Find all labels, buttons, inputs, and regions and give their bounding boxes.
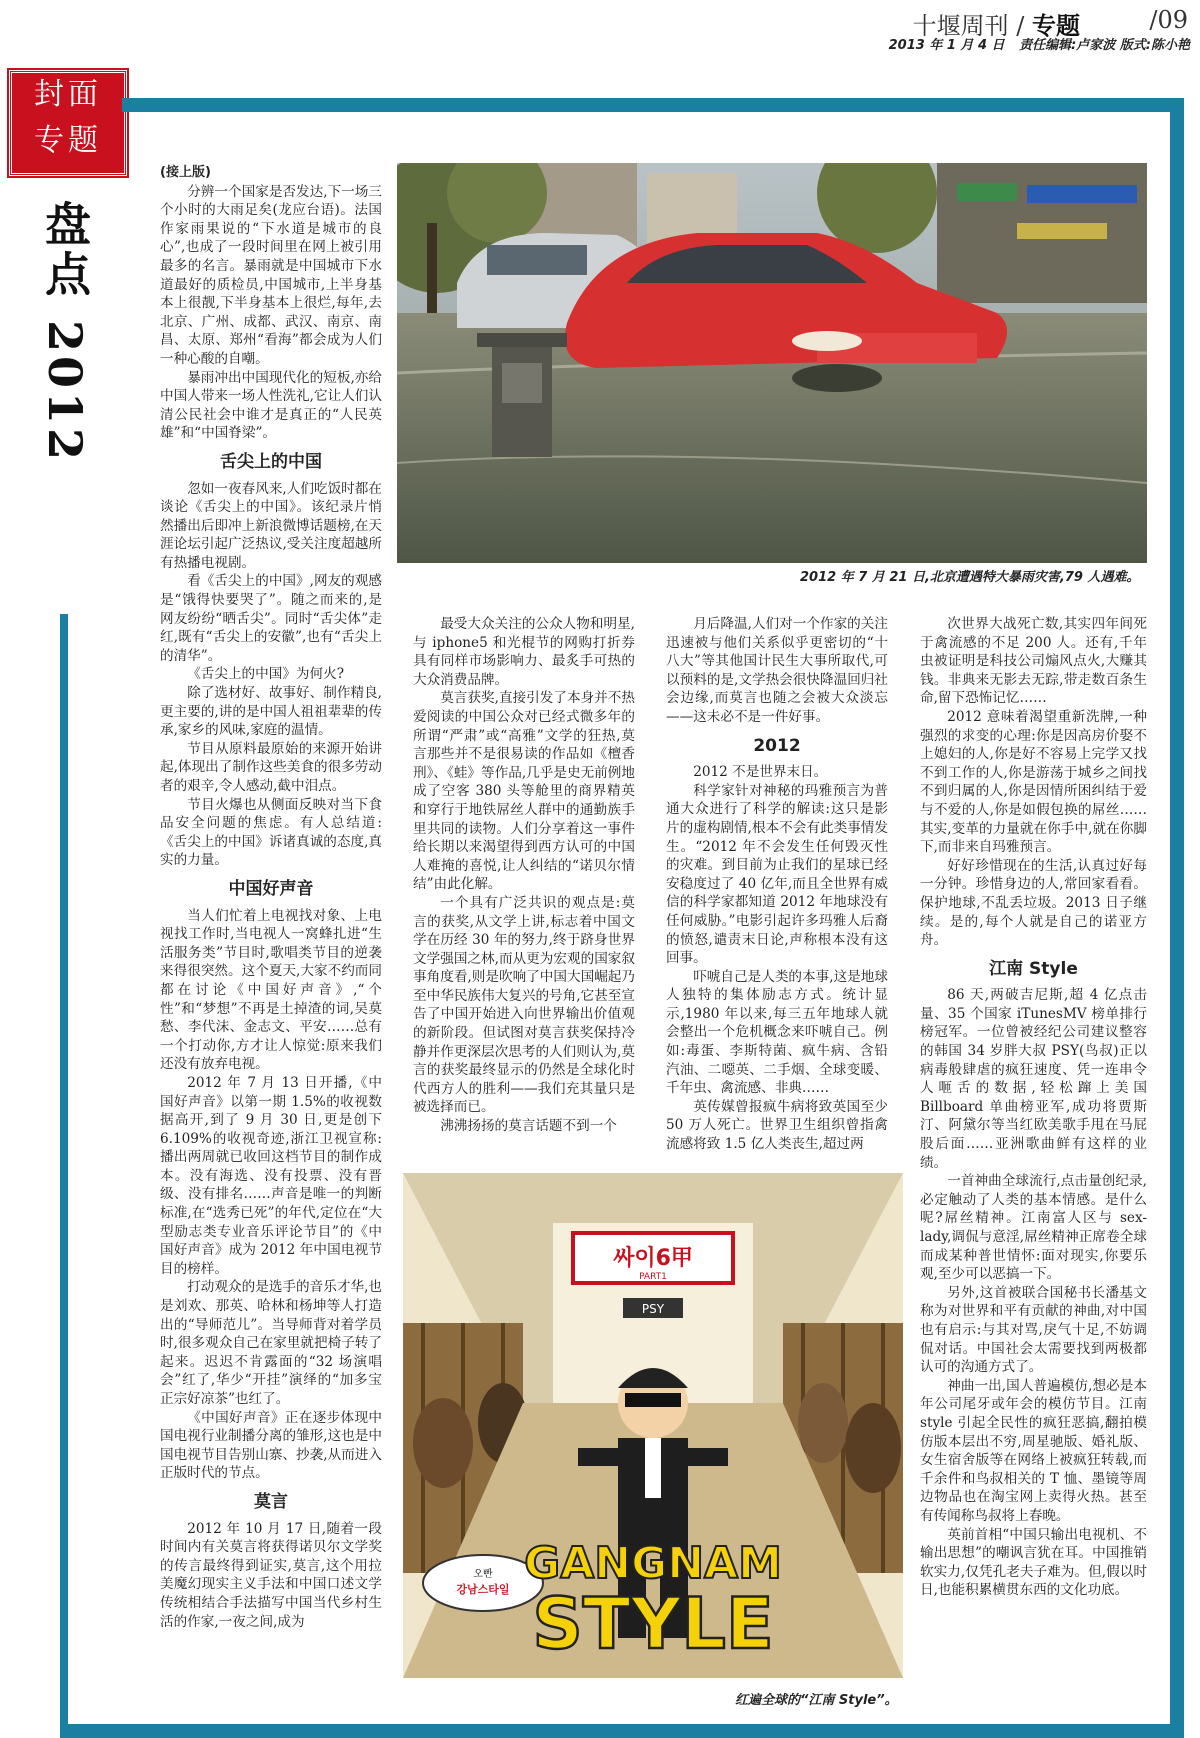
bubble-text-2: 강남스타일 xyxy=(456,1583,510,1596)
article-column-4 xyxy=(920,615,1147,1600)
frame-right-bar xyxy=(1170,98,1184,1736)
stamp-line-2: 专题 xyxy=(34,123,102,158)
gangnam-style-illustration xyxy=(403,1173,903,1678)
section-heading-voice: 中国好声音 xyxy=(228,878,314,899)
section-heading-gangnam: 江南 Style xyxy=(989,958,1078,979)
gangnam-logo-line-2: STYLE xyxy=(532,1583,774,1665)
paragraph: 2012 意味着渴望重新洗牌,一种强烈的求变的心理:你是因高房价娶不上媳妇的人,你是好不容易上完学又找不到工作的人,你是游荡于城乡之间找不到归属的人,你是因情所困纠结于爱与不爱的人,你是如假包换的屌丝……其实,变革的力量就在你手中,就在你脚下,而非来自玛雅预言。 xyxy=(920,708,1147,856)
paragraph: 英传媒曾报疯牛病将致英国至少 50 万人死亡。世界卫生组织曾指禽流感将致 1.5 亿人类丧生,超过两 xyxy=(666,1098,888,1153)
flood-photo xyxy=(397,163,1147,563)
paragraph: 忽如一夜春风来,人们吃饭时都在谈论《舌尖上的中国》。该纪录片悄然播出后即冲上新浪微博话题榜,在天涯论坛引起广泛热议,受关注度超越所有热播电视剧。 xyxy=(160,480,382,571)
paragraph: 当人们忙着上电视找对象、上电视找工作时,当电视人一窝蜂扎进“生活服务类”节目时,歌唱类节目的逆袭来得很突然。这个夏天,大家不约而同都在讨论《中国好声音》,“个性”和“梦想”不再是土掉渣的词,吴莫愁、李代沫、金志文、平安……总有一个打动你,方才让人惊觉:原来我们还没有放弃电视。 xyxy=(160,907,382,1073)
paragraph: 好好珍惜现在的生活,认真过好每一分钟。珍惜身边的人,常回家看看。保护地球,不乱丢垃圾。2013 日子继续。是的,每个人就是自己的诺亚方舟。 xyxy=(920,857,1147,949)
paragraph: 次世界大战死亡数,其实四年间死于禽流感的不足 200 人。还有,千年虫被证明是科技公司煽风点火,大赚其钱。非典来无影去无踪,带走数百条生命,留下恐怖记忆…… xyxy=(920,616,1147,707)
paragraph: 月后降温,人们对一个作家的关注迅速被与他们关系似乎更密切的“十八大”等其他国计民生大事所取代,可以预料的是,文学热会很快降温回归社会边缘,而莫言也随之会被大众淡忘——这未必不是一件好事。 xyxy=(666,616,888,725)
frame-left-bar xyxy=(60,614,68,1738)
continued-label: (接上版) xyxy=(160,165,211,180)
paragraph: 节目火爆也从侧面反映对当下食品安全问题的焦虑。有人总结道:《舌尖上的中国》诉诸真诚的态度,真实的力量。 xyxy=(160,796,382,869)
paragraph: 86 天,两破吉尼斯,超 4 亿点击量、35 个国家 iTunesMV 榜单排行榜冠军。一位曾被经纪公司建议整容的韩国 34 岁胖大叔 PSY(鸟叔)正以病毒般肆虐的疯狂速度、凭一连串令人咂舌的数据,轻松蹿上美国 Billboard 单曲榜亚军,成功将贾斯汀、阿黛尔等当红欧美歌手甩在马屁股后面……亚洲歌曲鲜有这样的业绩。 xyxy=(920,987,1147,1171)
paragraph: 暴雨冲出中国现代化的短板,亦给中国人带来一场人性洗礼,它让人们认清公民社会中谁才是真正的“人民英雄”和“中国脊梁”。 xyxy=(160,369,382,442)
issue-info xyxy=(889,34,1190,53)
flood-photo-caption: 2012 年 7 月 21 日,北京遭遇特大暴雨灾害,79 人遇难。 xyxy=(800,570,1140,585)
sign-subtext: PART1 xyxy=(639,1272,667,1282)
vertical-page-title: 盘点 2012 xyxy=(38,200,92,465)
bubble-text-1: 오빤 xyxy=(473,1569,493,1580)
paragraph: 莫言获奖,直接引发了本身并不热爱阅读的中国公众对已经式微多年的所谓“严肃”或“高雅”文学的狂热,莫言那些并不是很易读的作品如《檀香刑》、《蛙》等作品,几乎是史无前例地成了空客 380 头等舱里的商界精英和穿行于地铁屌丝人群中的通勤族手里共同的读物。人们分享着这一事件给长期以来渴望得到西方认可的中国人难掩的喜悦,让人纠结的“诺贝尔情结”由此化解。 xyxy=(413,690,635,893)
article-column-3 xyxy=(666,615,888,1154)
paragraph: 《舌尖上的中国》为何火? xyxy=(187,666,345,683)
stamp-line-1: 封面 xyxy=(34,77,102,112)
paragraph: 沸沸扬扬的莫言话题不到一个 xyxy=(440,1118,617,1135)
flood-photo-image xyxy=(397,163,1147,563)
section-heading-moyan: 莫言 xyxy=(254,1491,288,1512)
section-heading-tongue: 舌尖上的中国 xyxy=(220,451,322,472)
frame-top-bar xyxy=(122,98,1184,112)
paragraph: 2012 年 10 月 17 日,随着一段时间内有关莫言将获得诺贝尔文学奖的传言最终得到证实,莫言,这个用拉美魔幻现实主义手法和中国口述文学传统相结合手法描写中国当代乡村生活的作家,一夜之间,成为 xyxy=(160,1520,382,1630)
gangnam-illustration-caption: 红遍全球的“江南 Style”。 xyxy=(735,1693,898,1708)
section-name: 专题 xyxy=(1032,11,1080,40)
paragraph: 节目从原料最原始的来源开始讲起,体现出了制作这些美食的很多劳动者的艰辛,令人感动,截中泪点。 xyxy=(160,740,382,794)
frame-bottom-bar xyxy=(60,1724,1184,1738)
sign-text: 싸이6甲 xyxy=(613,1246,693,1271)
page-number: /09 xyxy=(1149,6,1188,34)
section-stamp xyxy=(9,70,127,176)
editor-credits: 责任编辑:卢家波 版式:陈小艳 xyxy=(1019,38,1190,53)
paragraph: 《中国好声音》正在逐步体现中国电视行业制播分离的雏形,这也是中国电视节目告别山寨、抄袭,从而进入正版时代的节点。 xyxy=(160,1409,382,1482)
paper-name: 十堰周刊 / xyxy=(912,12,1025,40)
paragraph: 打动观众的是选手的音乐才华,也是刘欢、那英、哈林和杨坤等人打造出的“导师范儿”。当导师背对着学员时,很多观众自己在家里就把椅子转了起来。迟迟不肯露面的“32 场演唱会”红了,华少“开挂”演绎的“加多宝正宗好凉茶”也红了。 xyxy=(160,1279,382,1407)
gangnam-logo-line-1: GANGNAM xyxy=(524,1538,782,1589)
paragraph: 科学家针对神秘的玛雅预言为普通大众进行了科学的解读:这只是影片的虚构剧情,根本不会有此类事情发生。“2012 年不会发生任何毁灭性的灾难。到目前为止我们的星球已经安稳度过了 40 亿年,而且全世界有威信的科学家都知道 2012 年地球没有任何威胁。”电影引起许多玛雅人后裔的愤怒,谴责末日论,声称根本没有这回事。 xyxy=(666,782,888,967)
paragraph: 一个具有广泛共识的观点是:莫言的获奖,从文学上讲,标志着中国文学在历经 30 年的努力,终于跻身世界文学强国之林,而从更为宏观的国家叙事角度看,则是吹响了中国大国崛起乃至中华民族伟大复兴的号角,它甚至宣告了中国开始进入向世界输出价值观的新阶段。但试图对莫言获奖保持冷静并作更深层次思考的人们则认为,莫言的获奖最终显示的仍然是全球化时代西方人的胜利——我们充其量只是被选择而已。 xyxy=(413,894,635,1116)
paragraph: 神曲一出,国人普遍模仿,想必是本年公司尾牙或年会的模仿节目。江南 style 引起全民性的疯狂恶搞,翻拍模仿版本层出不穷,周星驰版、婚礼版、女生宿舍版等在网络上被疯狂转载,而千余件和鸟叔相关的 T 恤、墨镜等周边物品也在淘宝网上卖得火热。甚至有传闻称鸟叔将上春晚。 xyxy=(920,1377,1147,1524)
paragraph: 吓唬自己是人类的本事,这是地球人独特的集体励志方式。统计显示,1980 年以来,每三五年地球人就会整出一个危机概念来吓唬自己。例如:毒蛋、李斯特菌、疯牛病、含铅汽油、二噁英、二手烟、全球变暖、千年虫、禽流感、非典…… xyxy=(666,968,888,1097)
paragraph: 英前首相“中国只输出电视机、不输出思想”的嘲讽言犹在耳。中国推销软实力,仅凭孔老夫子难为。但,假以时日,也能积累横贯东西的文化功底。 xyxy=(920,1526,1147,1599)
paragraph: 除了选材好、故事好、制作精良,更主要的,讲的是中国人祖祖辈辈的传承,家乡的风味,家庭的温情。 xyxy=(160,685,382,739)
paragraph: 最受大众关注的公众人物和明星,与 iphone5 和光棍节的网购打折券具有同样市场影响力、最炙手可热的大众消费品牌。 xyxy=(413,616,635,688)
article-column-2 xyxy=(413,615,635,1136)
section-heading-2012: 2012 xyxy=(753,735,801,756)
issue-date: 2013 年 1 月 4 日 xyxy=(888,38,1005,53)
psy-sign: PSY xyxy=(641,1302,665,1316)
gangnam-illustration-image xyxy=(403,1173,903,1678)
paragraph: 一首神曲全球流行,点击量创纪录,必定触动了人类的基本情感。是什么呢?屌丝精神。江南富人区与 sex-lady,调侃与意淫,屌丝精神正席卷全球而成某种普世情怀:面对现实,你要乐观,至少可以恶搞一下。 xyxy=(920,1173,1147,1283)
article-column-1 xyxy=(160,164,382,1631)
paragraph: 另外,这首被联合国秘书长潘基文称为对世界和平有贡献的神曲,对中国也有启示:与其对骂,戾气十足,不妨调侃对话。中国社会太需要找到两极都认可的沟通方式了。 xyxy=(920,1284,1147,1376)
paragraph: 看《舌尖上的中国》,网友的观感是“饿得快要哭了”。随之而来的,是网友纷纷“晒舌尖”。同时“舌尖体”走红,既有“舌尖上的安徽”,也有“舌尖上的清华”。 xyxy=(160,573,382,664)
paragraph: 2012 不是世界末日。 xyxy=(693,764,828,781)
paragraph: 分辨一个国家是否发达,下一场三个小时的大雨足矣(龙应台语)。法国作家雨果说的“下水道是城市的良心”,也成了一段时间里在网上被引用最多的名言。暴雨就是中国城市下水道最好的质检员,中国城市,上半身基本上很靓,下半身基本上很烂,每年,去北京、广州、成都、武汉、南京、南昌、太原、郑州“看海”都会成为人们一种心酸的自嘲。 xyxy=(160,183,382,367)
paragraph: 2012 年 7 月 13 日开播,《中国好声音》以第一期 1.5%的收视数据高开,到了 9 月 30 日,更是创下 6.109%的收视奇迹,浙江卫视宣称:播出两周就已收回这档节目的制作成本。没有海选、没有投票、没有晋级、没有排名……声音是唯一的判断标准,在“选秀已死”的年代,定位在“大型励志类专业音乐评论节目”的《中国好声音》成为 2012 年中国电视节目的榜样。 xyxy=(160,1074,382,1277)
